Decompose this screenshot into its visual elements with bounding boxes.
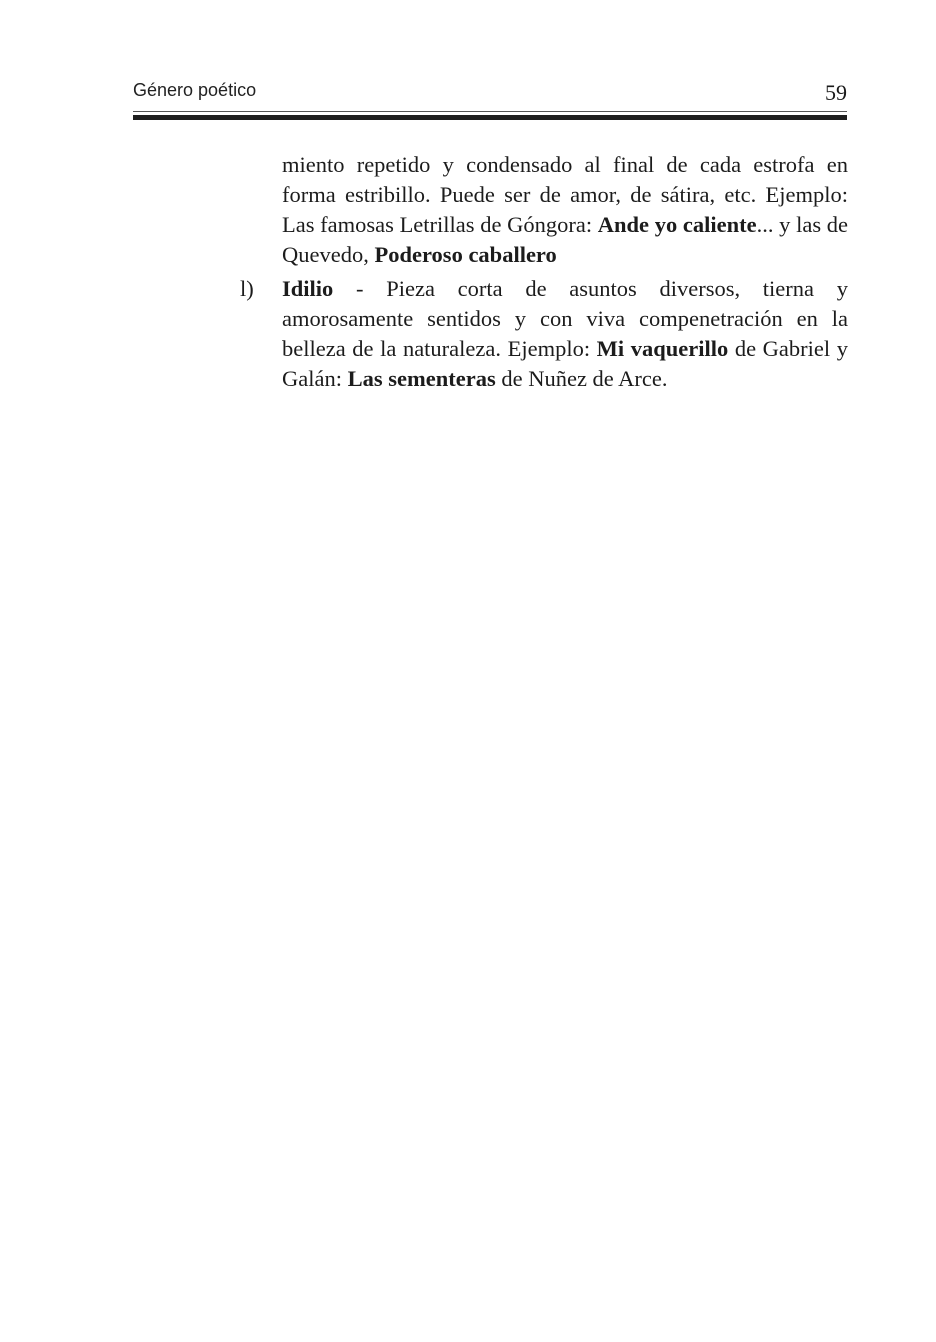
list-item-marker: l) (240, 276, 254, 301)
header-rule-thin (133, 111, 847, 112)
list-item-idilio (234, 274, 848, 394)
example-title-poderoso-caballero: Poderoso caballero (374, 242, 557, 267)
example-title-ande-yo-caliente: Ande yo caliente (597, 212, 757, 237)
definition-text: de Nuñez de Arce. (495, 366, 668, 391)
body-text (234, 150, 848, 394)
letrilla-continuation-paragraph (234, 150, 848, 270)
definition-text: de Gabriel y Galán: (282, 336, 848, 391)
paragraph-line: en forma estribillo. Puede ser de amor, de sátira, etc. (282, 152, 848, 207)
example-title-las-sementeras: Las sementeras (347, 366, 496, 391)
page-number: 59 (825, 80, 847, 105)
paragraph-line: miento repetido y condensado al final de cada estrofa (282, 152, 815, 177)
paragraph-text: ... y las de Quevedo, (282, 212, 849, 267)
header-rule-thick (133, 115, 847, 120)
definition-text: - Pieza corta de asuntos diversos, tierna y amorosamente sentidos y con viva compenetración en la belleza de la naturaleza. Ejemplo: (282, 276, 848, 361)
running-header-title: Género poético (133, 80, 257, 100)
example-title-mi-vaquerillo: Mi vaquerillo (596, 336, 729, 361)
term-idilio: Idilio (282, 276, 334, 301)
running-header (133, 78, 847, 108)
paragraph-text: Ejemplo: Las famosas Letrillas de Góngora: (282, 182, 848, 237)
